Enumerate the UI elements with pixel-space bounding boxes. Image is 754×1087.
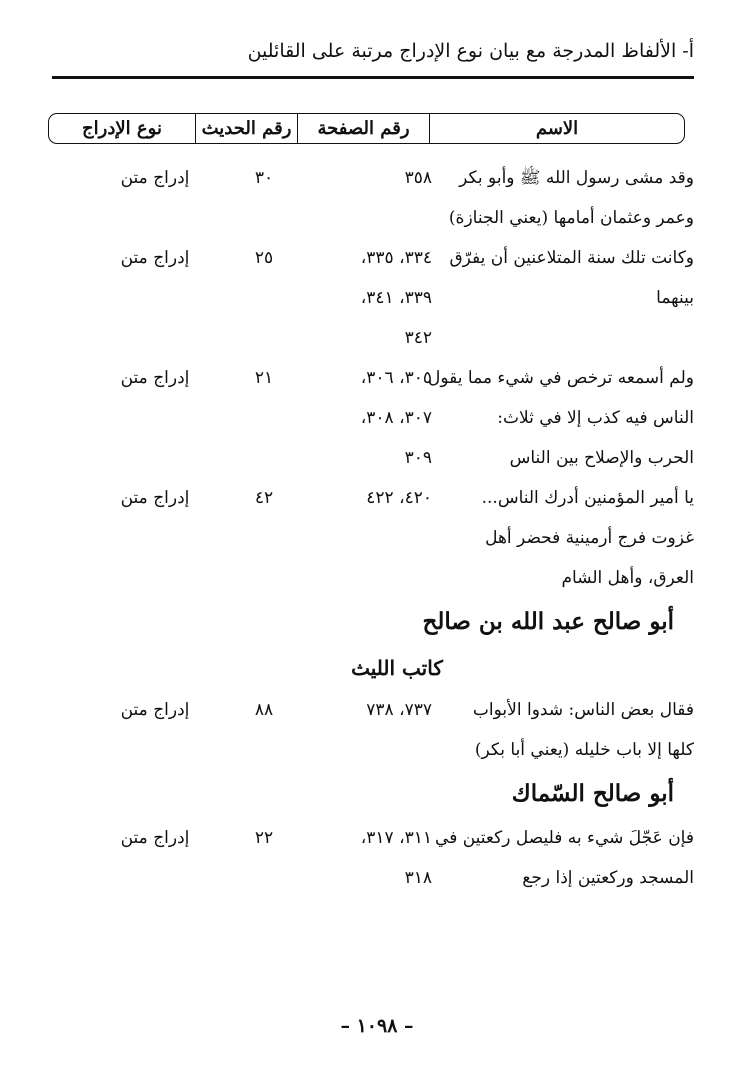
table-row	[60, 358, 694, 478]
cell-name: يا أمير المؤمنين أدرك الناس...	[481, 488, 694, 508]
cell-name: فقال بعض الناس: شدوا الأبواب	[472, 700, 694, 720]
table-row	[60, 818, 694, 898]
column-header-hadith: رقم الحديث	[195, 114, 297, 143]
cell-page: ٣٥٨	[404, 168, 432, 188]
row-line	[60, 318, 694, 358]
cell-name: العرق، وأهل الشام	[561, 568, 694, 588]
column-header-page: رقم الصفحة	[297, 114, 429, 143]
row-line	[60, 438, 694, 478]
row-line	[60, 478, 694, 518]
cell-page: ٣٣٩، ٣٤١،	[360, 288, 432, 308]
cell-hadith: ٢٢	[254, 828, 274, 848]
cell-page: ٤٢٠، ٤٢٢	[366, 488, 432, 508]
cell-type: إدراج متن	[120, 700, 190, 720]
row-line	[60, 690, 694, 730]
cell-name: وكانت تلك سنة المتلاعنين أن يفرّق	[449, 248, 694, 268]
row-line	[60, 198, 694, 238]
page-number: – ١٠٩٨ –	[340, 1015, 414, 1037]
cell-page: ٣٠٧، ٣٠٨،	[360, 408, 432, 428]
row-line	[60, 238, 694, 278]
table-row	[60, 158, 694, 238]
row-line	[60, 518, 694, 558]
cell-name: ولم أسمعه ترخص في شيء مما يقول	[428, 368, 694, 388]
cell-name: المسجد وركعتين إذا رجع	[522, 868, 694, 888]
row-line	[60, 558, 694, 598]
cell-hadith: ٢١	[254, 368, 274, 388]
cell-name: فإن عَجّلَ شيء به فليصل ركعتين في	[435, 828, 694, 848]
row-line	[60, 278, 694, 318]
cell-type: إدراج متن	[120, 828, 190, 848]
row-line	[60, 158, 694, 198]
row-line	[60, 730, 694, 770]
entries-group-3	[60, 818, 694, 898]
entries-group-2	[60, 690, 694, 770]
row-line	[60, 818, 694, 858]
section-subtitle-katib-al-layth: كاتب الليث	[351, 656, 443, 680]
cell-name: الناس فيه كذب إلا في ثلاث:	[497, 408, 694, 428]
cell-name: كلها إلا باب خليله (يعني أبا بكر)	[474, 740, 694, 760]
cell-page: ٣١٨	[404, 868, 432, 888]
section-title-abu-salih-al-sammak: أبو صالح السّماك	[511, 780, 674, 807]
cell-page: ٣٠٥، ٣٠٦،	[360, 368, 432, 388]
entries-group-1	[60, 158, 694, 598]
cell-name: وقد مشى رسول الله ﷺ وأبو بكر	[459, 168, 694, 188]
cell-name: غزوت فرج أرمينية فحضر أهل	[485, 528, 694, 548]
cell-type: إدراج متن	[120, 248, 190, 268]
cell-name: وعمر وعثمان أمامها (يعني الجنازة)	[448, 208, 694, 228]
cell-page: ٣١١، ٣١٧،	[360, 828, 432, 848]
page-header-title: أ- الألفاظ المدرجة مع بيان نوع الإدراج مرتبة على القائلين	[247, 40, 694, 62]
cell-hadith: ٨٨	[254, 700, 274, 720]
row-line	[60, 358, 694, 398]
cell-hadith: ٣٠	[254, 168, 274, 188]
cell-hadith: ٢٥	[254, 248, 274, 268]
table-header	[48, 113, 685, 144]
row-line	[60, 398, 694, 438]
column-header-type: نوع الإدراج	[82, 118, 162, 139]
table-row	[60, 478, 694, 598]
cell-page: ٣٠٩	[404, 448, 432, 468]
cell-hadith: ٤٢	[254, 488, 274, 508]
cell-type: إدراج متن	[120, 168, 190, 188]
cell-type: إدراج متن	[120, 368, 190, 388]
header-rule	[52, 76, 694, 79]
cell-type: إدراج متن	[120, 488, 190, 508]
column-header-name: الاسم	[429, 114, 684, 143]
table-row	[60, 238, 694, 358]
table-row	[60, 690, 694, 770]
cell-page: ٣٤٢	[404, 328, 432, 348]
row-line	[60, 858, 694, 898]
cell-page: ٣٣٤، ٣٣٥،	[360, 248, 432, 268]
entries-list	[60, 158, 694, 898]
cell-name: الحرب والإصلاح بين الناس	[509, 448, 694, 468]
section-title-abu-salih-abdullah: أبو صالح عبد الله بن صالح	[422, 608, 674, 635]
cell-page: ٧٣٧، ٧٣٨	[366, 700, 432, 720]
cell-name: بينهما	[656, 288, 694, 308]
